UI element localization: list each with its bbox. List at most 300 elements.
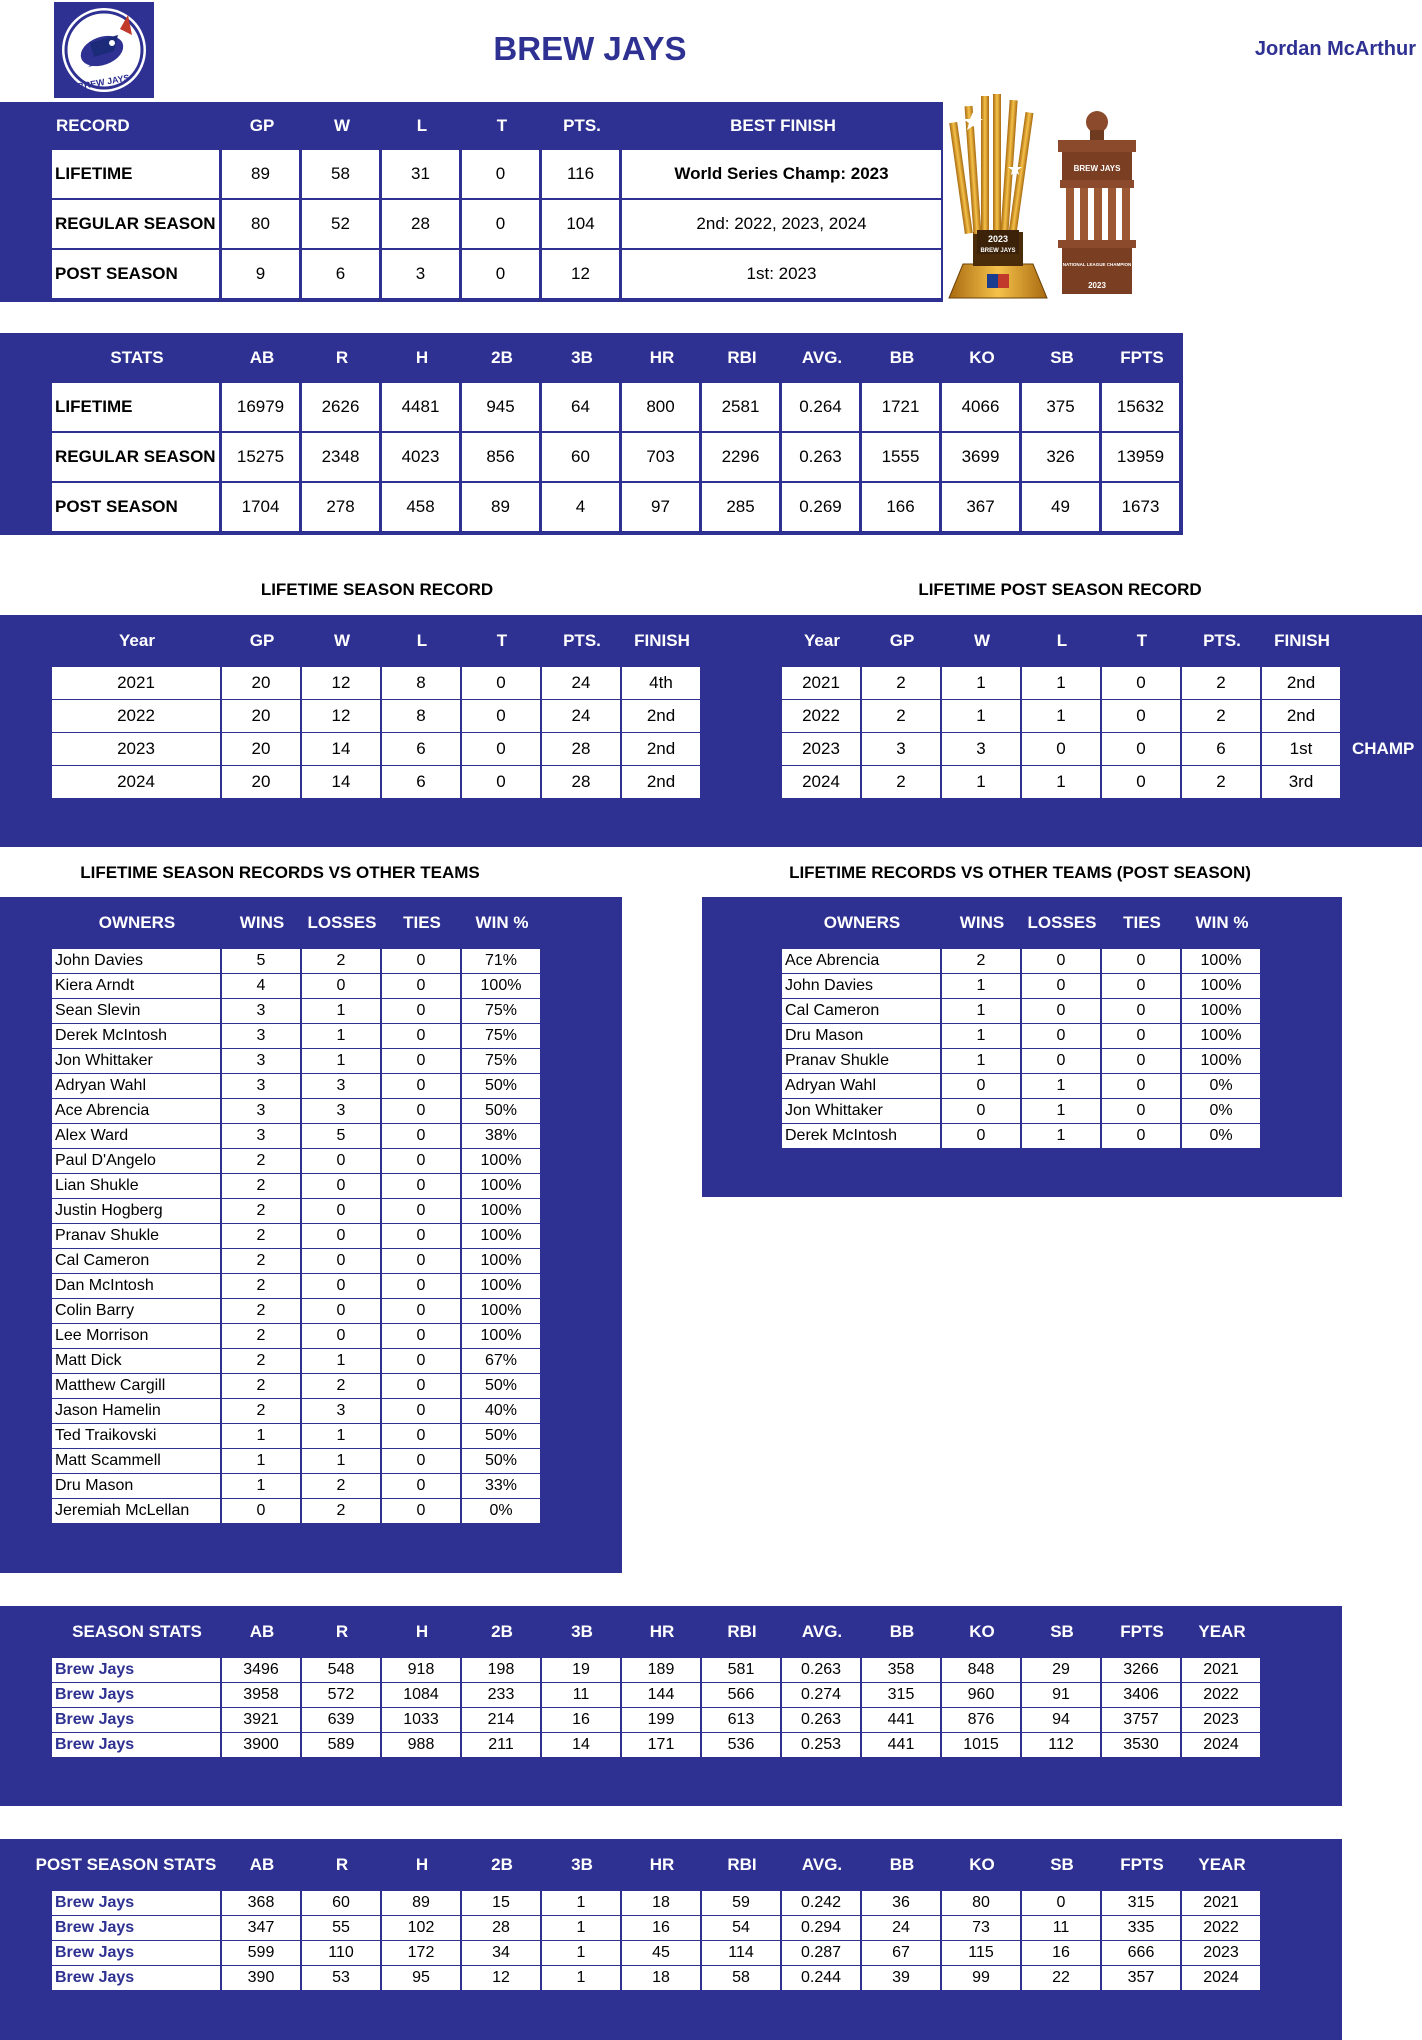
vs_teams-row18-cell3: 0 — [382, 1399, 461, 1423]
post_stats-row0-cell9: 36 — [862, 1891, 941, 1915]
stats-row2-cell6: 97 — [622, 483, 700, 531]
record-row2-cell6: 1st: 2023 — [622, 250, 942, 298]
season_stats-row0-cell0: Brew Jays — [52, 1658, 221, 1682]
vs_post-row7-cell1: 0 — [942, 1124, 1021, 1148]
season_stats-row2-cell4: 214 — [462, 1708, 541, 1732]
vs_teams-row17-cell0: Matthew Cargill — [52, 1374, 221, 1398]
post_record-row3-cell5: 2 — [1182, 766, 1261, 798]
vs_teams-row4-cell2: 1 — [302, 1049, 381, 1073]
post_stats-row1-cell12: 335 — [1102, 1916, 1181, 1940]
stats-row1-cell11: 326 — [1022, 433, 1100, 481]
vs_teams-row3-cell2: 1 — [302, 1024, 381, 1048]
post_stats-row0-cell2: 60 — [302, 1891, 381, 1915]
vs_teams-row20-cell2: 1 — [302, 1449, 381, 1473]
post_record-row0-cell5: 2 — [1182, 667, 1261, 699]
season_record-row2-cell0: 2023 — [52, 733, 221, 765]
vs_teams-row22-cell0: Jeremiah McLellan — [52, 1499, 221, 1523]
vs_teams-row2-cell3: 0 — [382, 999, 461, 1023]
season_record-row3-cell3: 6 — [382, 766, 461, 798]
vs_teams-row21-cell4: 33% — [462, 1474, 541, 1498]
post_record-row0-cell1: 2 — [862, 667, 941, 699]
season_record-row3-cell2: 14 — [302, 766, 381, 798]
vs_teams-row10-cell4: 100% — [462, 1199, 541, 1223]
record-row1-cell3: 28 — [382, 200, 460, 248]
vs_teams-row13-cell4: 100% — [462, 1274, 541, 1298]
vs_post-row4-cell2: 0 — [1022, 1049, 1101, 1073]
record-row2-cell4: 0 — [462, 250, 540, 298]
vs_teams-row14-cell0: Colin Barry — [52, 1299, 221, 1323]
season_stats-header-9: BB — [889, 1622, 915, 1641]
nl-trophy-label: NATIONAL LEAGUE CHAMPION — [1062, 262, 1132, 267]
stats-row0-cell5: 64 — [542, 383, 620, 431]
vs_teams-row8-cell0: Paul D'Angelo — [52, 1149, 221, 1173]
vs_teams-row17-cell4: 50% — [462, 1374, 541, 1398]
season_stats-row0-cell9: 358 — [862, 1658, 941, 1682]
vs_post-row1-cell2: 0 — [1022, 974, 1101, 998]
season_stats-header-7: RBI — [727, 1622, 757, 1641]
vs_teams-row18-cell2: 3 — [302, 1399, 381, 1423]
season_stats-header-0: SEASON STATS — [72, 1622, 202, 1641]
season_stats-row1-cell10: 960 — [942, 1683, 1021, 1707]
post_stats-row3-cell10: 99 — [942, 1966, 1021, 1990]
stats-row2-cell1: 1704 — [222, 483, 300, 531]
season_stats-row3-cell7: 536 — [702, 1733, 781, 1757]
vs_post-header-3: TIES — [1123, 913, 1161, 932]
post_record-row3-cell1: 2 — [862, 766, 941, 798]
post_stats-row2-cell11: 16 — [1022, 1941, 1101, 1965]
blue-jays-logo-icon — [58, 5, 150, 95]
post_stats-row1-cell9: 24 — [862, 1916, 941, 1940]
record-row1-cell6: 2nd: 2022, 2023, 2024 — [622, 200, 942, 248]
vs_teams-row2-cell1: 3 — [222, 999, 301, 1023]
team-title: BREW JAYS — [493, 30, 687, 67]
season_stats-row2-cell12: 3757 — [1102, 1708, 1181, 1732]
vs_post-row2-cell1: 1 — [942, 999, 1021, 1023]
vs_teams-row15-cell0: Lee Morrison — [52, 1324, 221, 1348]
world-series-trophy — [943, 92, 1053, 304]
vs_teams-row7-cell0: Alex Ward — [52, 1124, 221, 1148]
stats-row2-cell3: 458 — [382, 483, 460, 531]
post_record-row0-cell2: 1 — [942, 667, 1021, 699]
vs_post-row0-cell3: 0 — [1102, 949, 1181, 973]
stats-row1-cell2: 2348 — [302, 433, 380, 481]
stats-row2-cell11: 49 — [1022, 483, 1100, 531]
season_record-row0-cell2: 12 — [302, 667, 381, 699]
post_stats-row2-cell7: 114 — [702, 1941, 781, 1965]
post_record-header-4: T — [1136, 631, 1148, 650]
stats-row0-cell7: 2581 — [702, 383, 780, 431]
post_stats-row1-cell5: 1 — [542, 1916, 621, 1940]
vs_teams-row12-cell3: 0 — [382, 1249, 461, 1273]
post_stats-row1-cell2: 55 — [302, 1916, 381, 1940]
post-record-champ-label: CHAMP — [1352, 739, 1415, 758]
season_record-header-0: Year — [119, 631, 155, 650]
stats-row1-cell4: 856 — [462, 433, 540, 481]
svg-text:BREW JAYS: BREW JAYS — [76, 72, 131, 92]
national-league-trophy-icon — [1052, 108, 1142, 300]
season_stats-row3-cell9: 441 — [862, 1733, 941, 1757]
vs_post-row0-cell4: 100% — [1182, 949, 1261, 973]
post_record-row0-cell3: 1 — [1022, 667, 1101, 699]
season_stats-header-12: FPTS — [1120, 1622, 1164, 1641]
post_record-row0-cell0: 2021 — [782, 667, 861, 699]
record-row0-cell3: 31 — [382, 150, 460, 198]
season_record-row2-cell1: 20 — [222, 733, 301, 765]
post_stats-row0-cell7: 59 — [702, 1891, 781, 1915]
vs_post-row6-cell4: 0% — [1182, 1099, 1261, 1123]
vs_teams-row10-cell1: 2 — [222, 1199, 301, 1223]
vs_teams-row19-cell2: 1 — [302, 1424, 381, 1448]
season-record-title: LIFETIME SEASON RECORD — [260, 580, 494, 599]
season_stats-row1-cell9: 315 — [862, 1683, 941, 1707]
post_stats-header-4: 2B — [491, 1855, 513, 1874]
vs_teams-row1-cell1: 4 — [222, 974, 301, 998]
post_record-row2-cell1: 3 — [862, 733, 941, 765]
stats-header-8: AVG. — [801, 348, 843, 367]
season_stats-row1-cell11: 91 — [1022, 1683, 1101, 1707]
season_stats-row1-cell13: 2022 — [1182, 1683, 1261, 1707]
vs_teams-row18-cell4: 40% — [462, 1399, 541, 1423]
vs_teams-row5-cell3: 0 — [382, 1074, 461, 1098]
stats-header-5: 3B — [571, 348, 593, 367]
season_stats-header-4: 2B — [491, 1622, 513, 1641]
vs_teams-row7-cell4: 38% — [462, 1124, 541, 1148]
post_stats-header-7: RBI — [727, 1855, 757, 1874]
national-league-trophy — [1052, 108, 1142, 300]
vs_post-row2-cell4: 100% — [1182, 999, 1261, 1023]
post_stats-row3-cell1: 390 — [222, 1966, 301, 1990]
stats-header-10: KO — [969, 348, 995, 367]
season_record-header-1: GP — [249, 631, 275, 650]
vs_teams-row2-cell0: Sean Slevin — [52, 999, 221, 1023]
vs_teams-row2-cell4: 75% — [462, 999, 541, 1023]
vs_post-header-4: WIN % — [1195, 913, 1249, 932]
stats-row0-cell8: 0.264 — [782, 383, 860, 431]
vs_teams-row16-cell1: 2 — [222, 1349, 301, 1373]
season_stats-row1-cell8: 0.274 — [782, 1683, 861, 1707]
vs_teams-row17-cell2: 2 — [302, 1374, 381, 1398]
post_stats-row3-cell2: 53 — [302, 1966, 381, 1990]
post_record-row2-cell4: 0 — [1102, 733, 1181, 765]
post_stats-row0-cell3: 89 — [382, 1891, 461, 1915]
vs_teams-row6-cell0: Ace Abrencia — [52, 1099, 221, 1123]
stats-row0-cell0: LIFETIME — [52, 383, 220, 431]
vs_teams-row8-cell1: 2 — [222, 1149, 301, 1173]
vs_teams-row3-cell3: 0 — [382, 1024, 461, 1048]
vs_teams-row0-cell2: 2 — [302, 949, 381, 973]
season_stats-row3-cell4: 211 — [462, 1733, 541, 1757]
vs_teams-row15-cell4: 100% — [462, 1324, 541, 1348]
stats-row1-cell9: 1555 — [862, 433, 940, 481]
vs_teams-row8-cell2: 0 — [302, 1149, 381, 1173]
vs_teams-row9-cell3: 0 — [382, 1174, 461, 1198]
season_stats-row0-cell5: 19 — [542, 1658, 621, 1682]
season_record-row3-cell1: 20 — [222, 766, 301, 798]
vs_teams-row1-cell0: Kiera Arndt — [52, 974, 221, 998]
vs_teams-row21-cell0: Dru Mason — [52, 1474, 221, 1498]
vs_teams-row17-cell1: 2 — [222, 1374, 301, 1398]
post_record-header-2: W — [973, 631, 991, 650]
season_stats-row1-cell7: 566 — [702, 1683, 781, 1707]
post_record-row2-cell5: 6 — [1182, 733, 1261, 765]
season_stats-header-5: 3B — [571, 1622, 593, 1641]
vs_teams-row5-cell1: 3 — [222, 1074, 301, 1098]
vs_teams-row16-cell0: Matt Dick — [52, 1349, 221, 1373]
season_stats-row3-cell2: 589 — [302, 1733, 381, 1757]
season_stats-row2-cell8: 0.263 — [782, 1708, 861, 1732]
season_record-row2-cell2: 14 — [302, 733, 381, 765]
post_record-row1-cell5: 2 — [1182, 700, 1261, 732]
post_stats-header-9: BB — [889, 1855, 915, 1874]
vs_teams-row21-cell1: 1 — [222, 1474, 301, 1498]
post_stats-row1-cell1: 347 — [222, 1916, 301, 1940]
post_stats-row2-cell13: 2023 — [1182, 1941, 1261, 1965]
stats-row0-cell4: 945 — [462, 383, 540, 431]
vs_teams-row19-cell4: 50% — [462, 1424, 541, 1448]
record-header-3: L — [416, 116, 428, 135]
vs_teams-row20-cell3: 0 — [382, 1449, 461, 1473]
world-series-trophy-icon — [943, 92, 1053, 304]
season_stats-header-1: AB — [249, 1622, 275, 1641]
post_stats-header-13: YEAR — [1198, 1855, 1246, 1874]
post_stats-row3-cell0: Brew Jays — [52, 1966, 221, 1990]
vs_teams-row19-cell1: 1 — [222, 1424, 301, 1448]
vs_teams-row14-cell1: 2 — [222, 1299, 301, 1323]
season_stats-row2-cell1: 3921 — [222, 1708, 301, 1732]
vs_teams-row9-cell4: 100% — [462, 1174, 541, 1198]
season_stats-row2-cell11: 94 — [1022, 1708, 1101, 1732]
post_stats-row0-cell11: 0 — [1022, 1891, 1101, 1915]
record-row1-cell5: 104 — [542, 200, 620, 248]
post_record-row2-cell3: 0 — [1022, 733, 1101, 765]
stats-row2-cell2: 278 — [302, 483, 380, 531]
post_stats-header-3: H — [415, 1855, 429, 1874]
post-record-title: LIFETIME POST SEASON RECORD — [918, 580, 1202, 599]
post_stats-header-10: KO — [969, 1855, 995, 1874]
vs_post-row6-cell1: 0 — [942, 1099, 1021, 1123]
stats-row0-cell9: 1721 — [862, 383, 940, 431]
season_stats-row1-cell5: 11 — [542, 1683, 621, 1707]
stats-row0-cell12: 15632 — [1102, 383, 1180, 431]
season_record-header-6: FINISH — [634, 631, 690, 650]
post_stats-row3-cell13: 2024 — [1182, 1966, 1261, 1990]
post_stats-row1-cell11: 11 — [1022, 1916, 1101, 1940]
season_stats-row0-cell8: 0.263 — [782, 1658, 861, 1682]
post_record-row0-cell6: 2nd — [1262, 667, 1341, 699]
post_stats-row3-cell4: 12 — [462, 1966, 541, 1990]
record-header-2: W — [333, 116, 351, 135]
vs_teams-row4-cell1: 3 — [222, 1049, 301, 1073]
post_record-row2-cell0: 2023 — [782, 733, 861, 765]
vs_teams-row3-cell0: Derek McIntosh — [52, 1024, 221, 1048]
vs-post-title: LIFETIME RECORDS VS OTHER TEAMS (POST SEASON) — [789, 863, 1251, 882]
vs_post-row0-cell1: 2 — [942, 949, 1021, 973]
post_record-row3-cell2: 1 — [942, 766, 1021, 798]
post_stats-row3-cell7: 58 — [702, 1966, 781, 1990]
stats-row0-cell6: 800 — [622, 383, 700, 431]
vs_post-row3-cell0: Dru Mason — [782, 1024, 941, 1048]
post_stats-header-2: R — [335, 1855, 349, 1874]
vs_teams-row0-cell4: 71% — [462, 949, 541, 973]
stats-row0-cell3: 4481 — [382, 383, 460, 431]
record-header-1: GP — [249, 116, 275, 135]
post_stats-row2-cell4: 34 — [462, 1941, 541, 1965]
season_stats-row1-cell3: 1084 — [382, 1683, 461, 1707]
vs_teams-row21-cell2: 2 — [302, 1474, 381, 1498]
season_stats-row0-cell12: 3266 — [1102, 1658, 1181, 1682]
post_stats-row2-cell3: 172 — [382, 1941, 461, 1965]
vs_post-row3-cell4: 100% — [1182, 1024, 1261, 1048]
vs_teams-header-3: TIES — [403, 913, 441, 932]
season_stats-header-2: R — [335, 1622, 349, 1641]
vs_teams-row19-cell3: 0 — [382, 1424, 461, 1448]
season_stats-row3-cell13: 2024 — [1182, 1733, 1261, 1757]
vs_teams-row7-cell2: 5 — [302, 1124, 381, 1148]
stats-row0-cell2: 2626 — [302, 383, 380, 431]
stats-row2-cell12: 1673 — [1102, 483, 1180, 531]
post_stats-row2-cell5: 1 — [542, 1941, 621, 1965]
record-header-0: RECORD — [56, 116, 130, 135]
season_stats-row2-cell7: 613 — [702, 1708, 781, 1732]
post_record-row3-cell3: 1 — [1022, 766, 1101, 798]
vs_teams-row1-cell3: 0 — [382, 974, 461, 998]
post_stats-row1-cell7: 54 — [702, 1916, 781, 1940]
post_stats-header-11: SB — [1050, 1855, 1074, 1874]
season_stats-row3-cell1: 3900 — [222, 1733, 301, 1757]
post_stats-row3-cell12: 357 — [1102, 1966, 1181, 1990]
vs_teams-row4-cell3: 0 — [382, 1049, 461, 1073]
post_stats-row0-cell13: 2021 — [1182, 1891, 1261, 1915]
vs_teams-row10-cell3: 0 — [382, 1199, 461, 1223]
stats-row1-cell12: 13959 — [1102, 433, 1180, 481]
vs_post-row2-cell2: 0 — [1022, 999, 1101, 1023]
season_stats-row2-cell0: Brew Jays — [52, 1708, 221, 1732]
season_stats-row0-cell2: 548 — [302, 1658, 381, 1682]
record-row2-cell3: 3 — [382, 250, 460, 298]
vs_teams-row13-cell1: 2 — [222, 1274, 301, 1298]
vs_teams-row0-cell0: John Davies — [52, 949, 221, 973]
vs_post-header-1: WINS — [959, 913, 1005, 932]
post_stats-row1-cell10: 73 — [942, 1916, 1021, 1940]
vs_teams-row4-cell0: Jon Whittaker — [52, 1049, 221, 1073]
vs_teams-row8-cell4: 100% — [462, 1149, 541, 1173]
post_stats-row0-cell5: 1 — [542, 1891, 621, 1915]
vs_teams-row13-cell2: 0 — [302, 1274, 381, 1298]
vs_teams-row20-cell4: 50% — [462, 1449, 541, 1473]
stats-row2-cell4: 89 — [462, 483, 540, 531]
post_stats-row0-cell1: 368 — [222, 1891, 301, 1915]
post_record-row1-cell0: 2022 — [782, 700, 861, 732]
season_record-row0-cell0: 2021 — [52, 667, 221, 699]
season_record-row2-cell4: 0 — [462, 733, 541, 765]
season_stats-row0-cell6: 189 — [622, 1658, 701, 1682]
post_stats-row2-cell9: 67 — [862, 1941, 941, 1965]
vs_teams-row13-cell3: 0 — [382, 1274, 461, 1298]
vs_teams-row13-cell0: Dan McIntosh — [52, 1274, 221, 1298]
post_stats-row2-cell0: Brew Jays — [52, 1941, 221, 1965]
vs_teams-row22-cell1: 0 — [222, 1499, 301, 1523]
vs_teams-row6-cell4: 50% — [462, 1099, 541, 1123]
vs_teams-row18-cell0: Jason Hamelin — [52, 1399, 221, 1423]
vs_post-header-0: OWNERS — [823, 913, 901, 932]
season_stats-row1-cell4: 233 — [462, 1683, 541, 1707]
season_stats-row0-cell13: 2021 — [1182, 1658, 1261, 1682]
season_stats-row3-cell12: 3530 — [1102, 1733, 1181, 1757]
vs_teams-row20-cell1: 1 — [222, 1449, 301, 1473]
stats-row2-cell5: 4 — [542, 483, 620, 531]
vs_teams-row11-cell4: 100% — [462, 1224, 541, 1248]
season_record-row3-cell6: 2nd — [622, 766, 701, 798]
vs_teams-row22-cell3: 0 — [382, 1499, 461, 1523]
post_stats-row2-cell6: 45 — [622, 1941, 701, 1965]
season_record-row2-cell6: 2nd — [622, 733, 701, 765]
vs_teams-row20-cell0: Matt Scammell — [52, 1449, 221, 1473]
owner-name: Jordan McArthur — [1254, 38, 1416, 60]
vs_post-row5-cell4: 0% — [1182, 1074, 1261, 1098]
post_stats-row2-cell8: 0.287 — [782, 1941, 861, 1965]
stats-row2-cell7: 285 — [702, 483, 780, 531]
nl-trophy-year: 2023 — [1088, 281, 1106, 290]
record-header-4: T — [496, 116, 508, 135]
season_stats-row3-cell8: 0.253 — [782, 1733, 861, 1757]
vs_post-header-2: LOSSES — [1027, 913, 1097, 932]
vs_post-row0-cell0: Ace Abrencia — [782, 949, 941, 973]
vs_teams-row11-cell3: 0 — [382, 1224, 461, 1248]
record-row0-cell2: 58 — [302, 150, 380, 198]
season_record-row0-cell3: 8 — [382, 667, 461, 699]
vs_teams-row15-cell1: 2 — [222, 1324, 301, 1348]
vs_teams-row22-cell2: 2 — [302, 1499, 381, 1523]
vs_post-row6-cell2: 1 — [1022, 1099, 1101, 1123]
season_stats-row2-cell10: 876 — [942, 1708, 1021, 1732]
ws-trophy-year: 2023 — [987, 234, 1009, 244]
post_stats-row2-cell1: 599 — [222, 1941, 301, 1965]
record-row0-cell0: LIFETIME — [52, 150, 220, 198]
season_stats-row1-cell1: 3958 — [222, 1683, 301, 1707]
post_record-header-5: PTS. — [1203, 631, 1241, 650]
vs_teams-row5-cell0: Adryan Wahl — [52, 1074, 221, 1098]
post_record-row2-cell2: 3 — [942, 733, 1021, 765]
post_stats-row3-cell9: 39 — [862, 1966, 941, 1990]
vs_teams-row12-cell4: 100% — [462, 1249, 541, 1273]
vs_teams-row12-cell2: 0 — [302, 1249, 381, 1273]
post_stats-row3-cell5: 1 — [542, 1966, 621, 1990]
season_stats-row0-cell4: 198 — [462, 1658, 541, 1682]
vs_teams-row15-cell3: 0 — [382, 1324, 461, 1348]
record-row1-cell0: REGULAR SEASON — [52, 200, 220, 248]
record-row1-cell2: 52 — [302, 200, 380, 248]
vs_teams-row16-cell4: 67% — [462, 1349, 541, 1373]
post_record-row0-cell4: 0 — [1102, 667, 1181, 699]
vs_teams-row0-cell1: 5 — [222, 949, 301, 973]
vs_teams-row9-cell0: Lian Shukle — [52, 1174, 221, 1198]
vs_teams-row15-cell2: 0 — [302, 1324, 381, 1348]
post_stats-header-5: 3B — [571, 1855, 593, 1874]
season_stats-header-8: AVG. — [801, 1622, 843, 1641]
post_record-header-0: Year — [804, 631, 840, 650]
stats-row2-cell8: 0.269 — [782, 483, 860, 531]
vs_post-row4-cell0: Pranav Shukle — [782, 1049, 941, 1073]
season_stats-row0-cell10: 848 — [942, 1658, 1021, 1682]
nl-trophy-team: BREW JAYS — [1073, 164, 1121, 173]
vs_post-row7-cell4: 0% — [1182, 1124, 1261, 1148]
vs_teams-header-2: LOSSES — [307, 913, 377, 932]
season_stats-row3-cell10: 1015 — [942, 1733, 1021, 1757]
season_record-row1-cell5: 24 — [542, 700, 621, 732]
vs_teams-row6-cell2: 3 — [302, 1099, 381, 1123]
season_record-row2-cell3: 6 — [382, 733, 461, 765]
post_record-row1-cell1: 2 — [862, 700, 941, 732]
